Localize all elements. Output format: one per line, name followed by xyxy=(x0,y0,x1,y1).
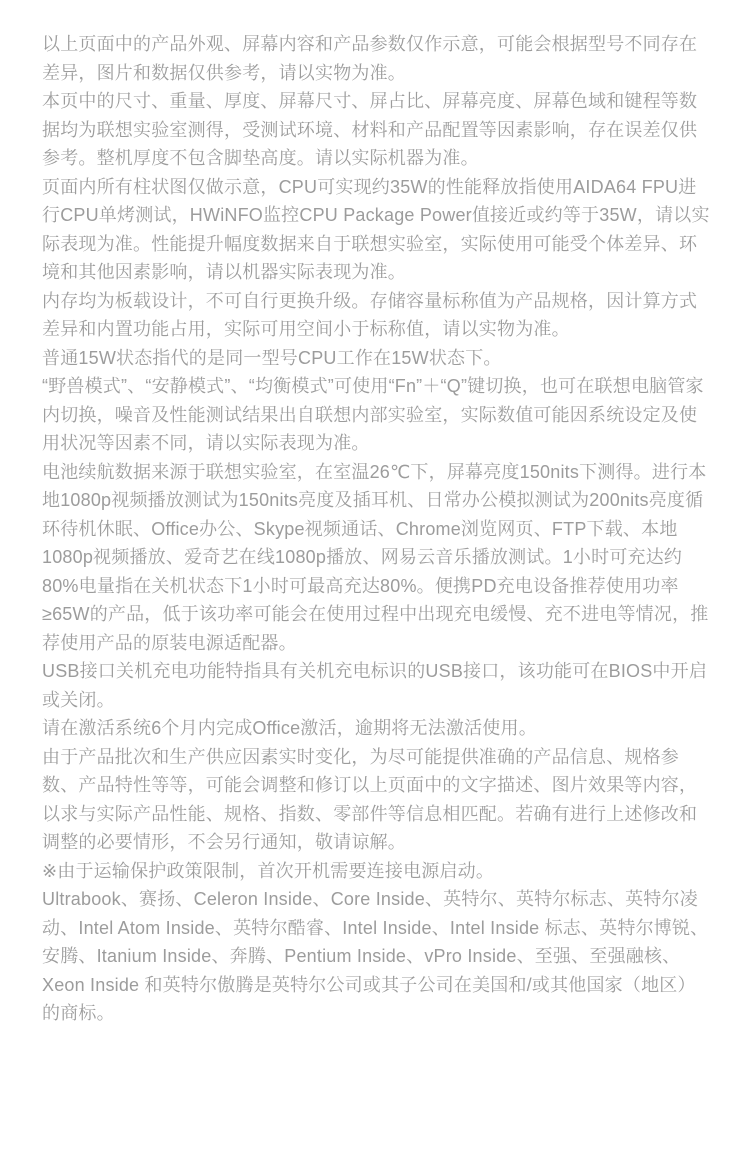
disclaimer-paragraph-product-revision-note: 由于产品批次和生产供应因素实时变化，为尽可能提供准确的产品信息、规格参数、产品特性等等，可能会调整和修订以上页面中的文字描述、图片效果等内容，以求与实际产品性能、规格、指数、零部件等信息相匹配。若确有进行上述修改和调整的必要情形，不会另行通知，敬请谅解。 xyxy=(42,746,698,852)
disclaimer-paragraph-memory-storage-note: 内存均为板载设计，不可自行更换升级。存储容量标称值为产品规格，因计算方式差异和内置功能占用，实际可用空间小于标称值，请以实物为准。 xyxy=(42,290,698,339)
disclaimer-paragraph-battery-test-note: 电池续航数据来源于联想实验室，在室温26℃下，屏幕亮度150nits下测得。进行本地1080p视频播放测试为150nits亮度及插耳机、日常办公模拟测试为200nits亮度循环待机休眠、Office办公、Skype视频通话、Chrome浏览网页、FTP下载、本地1080p视频播放、爱奇艺在线1080p播放、网易云音乐播放测试。1小时可充达约80%电量指在关机状态下1小时可最高充达80%。便携PD充电设备推荐使用功率≥65W的产品，低于该功率可能会在使用过程中出现充电缓慢、充不进电等情况，推荐使用产品的原装电源适配器。 xyxy=(42,461,709,653)
disclaimer-paragraph-cpu-performance-note: 页面内所有柱状图仅做示意，CPU可实现约35W的性能释放指使用AIDA64 FPU进行CPU单烤测试，HWiNFO监控CPU Package Power值接近或约等于35W，请以实际表现为准。性能提升幅度数据来自于联想实验室，实际使用可能受个体差异、环境和其他因素影响，请以机器实际表现为准。 xyxy=(42,176,710,282)
disclaimer-paragraph-shipping-protection-note: ※由于运输保护政策限制，首次开机需要连接电源启动。 xyxy=(42,860,495,881)
disclaimer-paragraph-15w-state-note: 普通15W状态指代的是同一型号CPU工作在15W状态下。 xyxy=(42,347,502,368)
disclaimer-paragraph-appearance-note: 以上页面中的产品外观、屏幕内容和产品参数仅作示意，可能会根据型号不同存在差异，图片和数据仅供参考，请以实物为准。 xyxy=(42,34,698,83)
disclaimer-paragraph-intel-trademark-note: Ultrabook、赛扬、Celeron Inside、Core Inside、英特尔、英特尔标志、英特尔凌动、Intel Atom Inside、英特尔酷睿、Intel Inside、Intel Inside 标志、英特尔博锐、安腾、Itanium Inside、奔腾、Pentium Inside、vPro Inside、至强、至强融核、Xeon Inside 和英特尔傲腾是英特尔公司或其子公司在美国和/或其他国家（地区）的商标。 xyxy=(42,889,709,1023)
disclaimer-paragraph-office-activation-note: 请在激活系统6个月内完成Office激活，逾期将无法激活使用。 xyxy=(42,718,537,738)
disclaimer-paragraph-mode-switch-note: “野兽模式”、“安静模式”、“均衡模式”可使用“Fn”＋“Q”键切换，也可在联想电脑管家内切换，噪音及性能测试结果出自联想内部实验室，实际数值可能因系统设定及使用状况等因素不同，请以实际表现为准。 xyxy=(42,376,704,453)
disclaimer-paragraph-usb-charging-note: USB接口关机充电功能特指具有关机充电标识的USB接口，该功能可在BIOS中开启或关闭。 xyxy=(42,661,708,710)
disclaimer-paragraph-measurement-note: 本页中的尺寸、重量、厚度、屏幕尺寸、屏占比、屏幕亮度、屏幕色域和键程等数据均为联想实验室测得，受测试环境、材料和产品配置等因素影响，存在误差仅供参考。整机厚度不包含脚垫高度。请以实际机器为准。 xyxy=(42,91,698,168)
